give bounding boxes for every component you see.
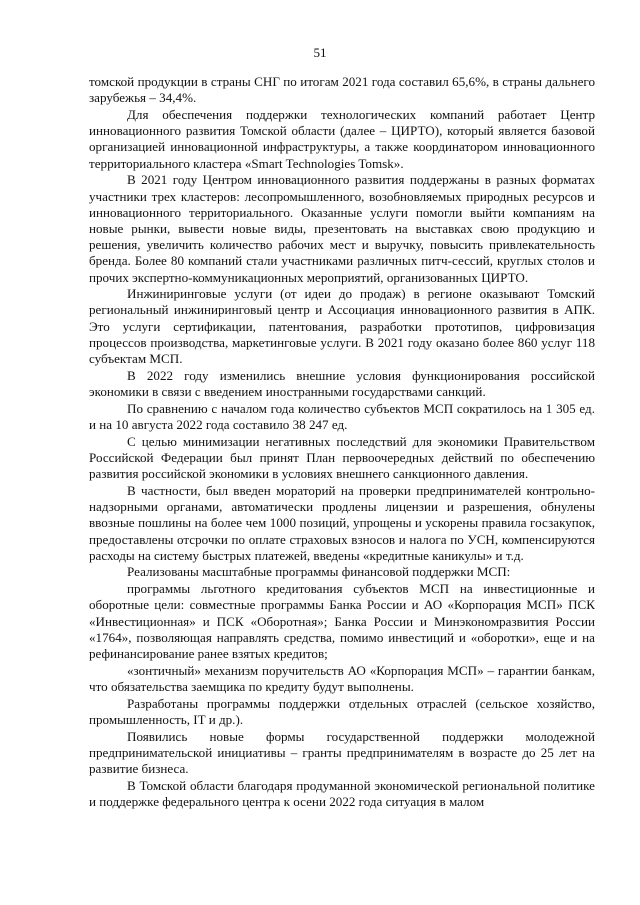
list-item: «зонтичный» механизм поручительств АО «Корпорация МСП» – гарантии банкам, что обязательства заемщика по кредиту будут выполнены.: [89, 662, 595, 694]
paragraph: Для обеспечения поддержки технологических компаний работает Центр инновационного развития Томской области (далее – ЦИРТО), который является базовой организацией инновационной инфраструктуры, а также координатором инновационного территориального кластера «Smart Technologies Tomsk».: [89, 106, 595, 171]
page-number: 51: [313, 45, 327, 60]
list-item: программы льготного кредитования субъектов МСП на инвестиционные и оборотные цели: совместные программы Банка России и АО «Корпорация МСП» ПСК «Инвестиционная» и ПСК «Оборотная»; Банка России и Минэкономразвития России «1764», позволяющая направлять средства, помимо инвестиций и «оборотки», еще и на рефинансирование ранее взятых кредитов;: [89, 581, 595, 662]
page-body: [89, 74, 595, 811]
paragraph: С целью минимизации негативных последствий для экономики Правительством Российской Федерации был принят План первоочередных действий по обеспечению развития российской экономики в условиях внешнего санкционного давления.: [89, 433, 595, 482]
paragraph: В 2022 году изменились внешние условия функционирования российской экономики в связи с введением иностранными государствами санкций.: [89, 367, 595, 400]
paragraph: Разработаны программы поддержки отдельных отраслей (сельское хозяйство, промышленность, IT и др.).: [89, 695, 595, 727]
paragraph: томской продукции в страны СНГ по итогам 2021 года составил 65,6%, в страны дальнего зарубежья – 34,4%.: [89, 74, 595, 106]
paragraph: В Томской области благодаря продуманной экономической региональной политике и поддержке федерального центра к осени 2022 года ситуация в малом: [89, 777, 595, 810]
paragraph: Появились новые формы государственной поддержки молодежной предпринимательской инициативы – гранты предпринимателям в возрасте до 25 лет на развитие бизнеса.: [89, 728, 595, 777]
paragraph: Инжиниринговые услуги (от идеи до продаж) в регионе оказывают Томский региональный инжиниринговый центр и Ассоциация инновационного развития в АПК. Это услуги сертификации, патентования, разработки прототипов, цифровизация процессов производства, маркетинговые услуги. В 2021 году оказано более 860 услуг 118 субъектам МСП.: [89, 286, 595, 367]
paragraph: В 2021 году Центром инновационного развития поддержаны в разных форматах участники трех кластеров: лесопромышленного, возобновляемых природных ресурсов и инновационного территориального. Оказанные услуги помогли выйти компаниям на новые рынки, вывести новые виды, презентовать на выставках свою продукцию и решения, увеличить количество рабочих мест и выручку, повысить привлекательность бренда. Более 80 компаний стали участниками различных питч-сессий, круглых столов и прочих экспертно-коммуникационных мероприятий, организованных ЦИРТО.: [89, 172, 595, 285]
paragraph: По сравнению с началом года количество субъектов МСП сократилось на 1 305 ед. и на 10 августа 2022 года составило 38 247 ед.: [89, 400, 595, 432]
paragraph: В частности, был введен мораторий на проверки предпринимателей контрольно-надзорными органами, автоматически продлены лицензии и разрешения, обнулены ввозные пошлины на более чем 1000 позиций, упрощены и ускорены правила госзакупок, предоставлены отсрочки по оплате страховых взносов и налога по УСН, компенсируются расходы на систему быстрых платежей, введены «кредитные каникулы» и т.д.: [89, 482, 595, 563]
paragraph: Реализованы масштабные программы финансовой поддержки МСП:: [127, 564, 511, 580]
